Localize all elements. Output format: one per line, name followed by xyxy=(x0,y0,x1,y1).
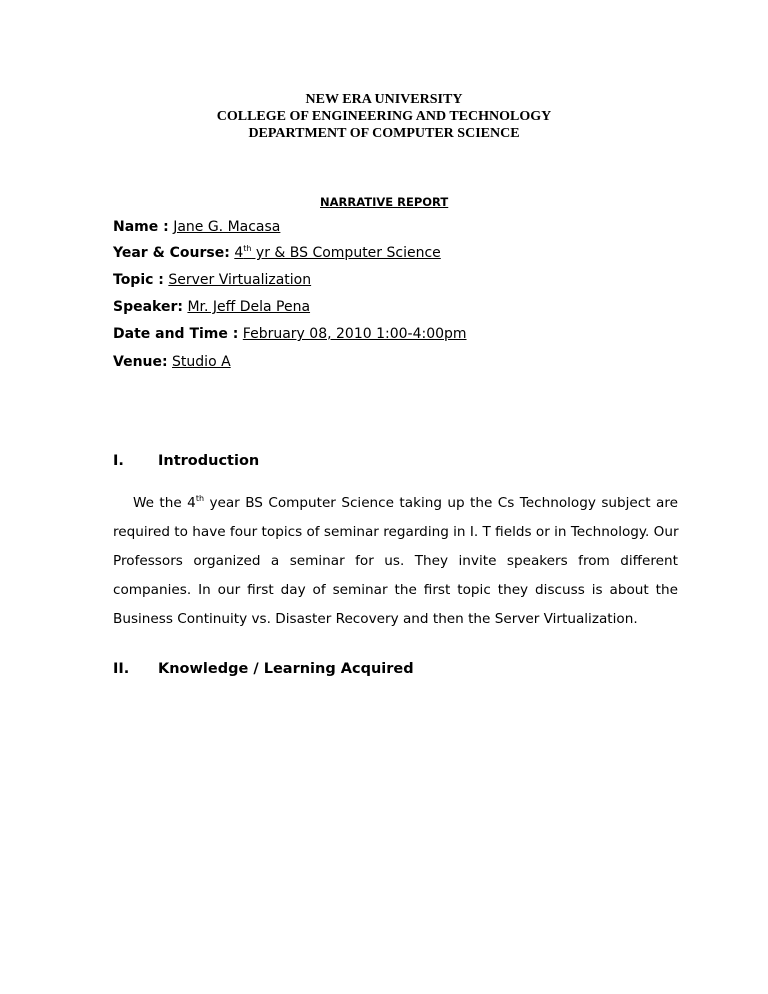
field-year-course-value: 4th yr & BS Computer Science xyxy=(234,244,441,261)
field-venue xyxy=(113,354,231,370)
field-date-time-value: February 08, 2010 1:00-4:00pm xyxy=(242,326,467,342)
paragraph-line: Professors organized a seminar for us. They invite speakers from different xyxy=(113,553,678,569)
paragraph-line: required to have four topics of seminar regarding in I. T fields or in Technology. Our xyxy=(113,524,679,540)
section-knowledge-heading xyxy=(113,661,414,677)
field-name-value: Jane G. Macasa xyxy=(173,219,281,235)
paragraph-line: companies. In our first day of seminar the first topic they discuss is about the xyxy=(113,582,678,598)
field-topic-label: Topic : xyxy=(113,272,164,288)
field-year-course-label: Year & Course: xyxy=(113,245,230,261)
field-name-label: Name : xyxy=(113,219,169,235)
university-name: NEW ERA UNIVERSITY xyxy=(305,92,463,107)
paragraph-line: Business Continuity vs. Disaster Recovery and then the Server Virtualization. xyxy=(113,611,638,627)
section-introduction-title: Introduction xyxy=(158,453,260,469)
college-name: COLLEGE OF ENGINEERING AND TECHNOLOGY xyxy=(216,109,552,124)
field-topic xyxy=(113,272,311,288)
section-knowledge-title: Knowledge / Learning Acquired xyxy=(158,661,414,677)
field-topic-value: Server Virtualization xyxy=(168,272,312,288)
field-speaker-label: Speaker: xyxy=(113,299,183,315)
field-venue-value: Studio A xyxy=(172,354,231,370)
field-speaker xyxy=(113,299,310,315)
department-name: DEPARTMENT OF COMPUTER SCIENCE xyxy=(248,126,520,141)
field-venue-label: Venue: xyxy=(113,354,168,370)
field-speaker-value: Mr. Jeff Dela Pena xyxy=(187,299,311,315)
document-header xyxy=(0,91,768,142)
section-knowledge-number: II. xyxy=(113,661,130,677)
section-introduction-heading xyxy=(113,453,259,469)
section-introduction-number: I. xyxy=(113,453,124,469)
introduction-paragraph xyxy=(113,489,678,634)
field-year-course xyxy=(113,245,441,261)
field-date-time xyxy=(113,326,467,342)
report-title: NARRATIVE REPORT xyxy=(320,195,449,209)
paragraph-line: We the 4th year BS Computer Science taking up the Cs Technology subject are xyxy=(133,494,679,511)
field-name xyxy=(113,219,280,235)
field-date-time-label: Date and Time : xyxy=(113,326,239,342)
